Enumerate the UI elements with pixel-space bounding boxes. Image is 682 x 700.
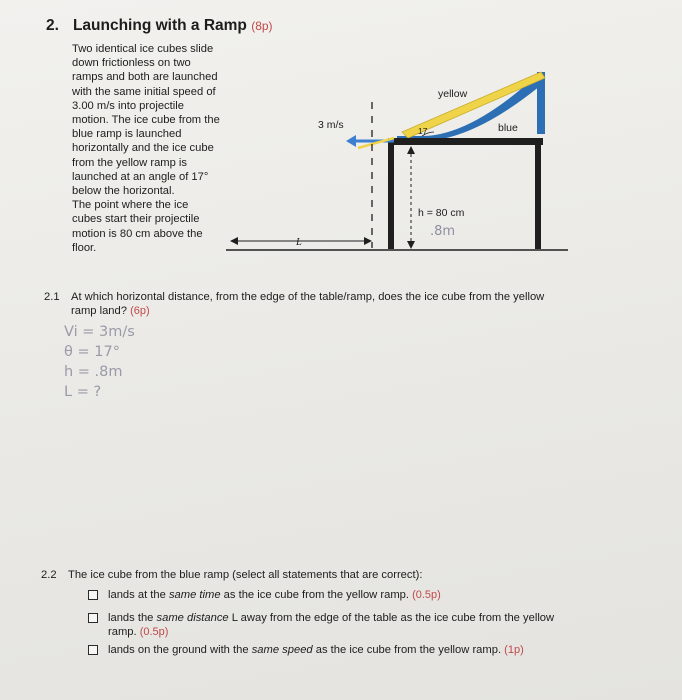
label-blue: blue: [498, 122, 518, 134]
height-arrow-down: [407, 241, 415, 249]
option-1-text-pre: lands at the: [108, 589, 169, 601]
label-height-handwritten: .8m: [430, 224, 456, 239]
option-same-time[interactable]: [88, 588, 578, 602]
handwritten-line-theta: θ = 17°: [64, 344, 120, 360]
option-1-points: (0.5p): [412, 589, 441, 601]
velocity-arrow-head: [346, 135, 356, 147]
option-2-text-pre: lands the: [108, 612, 157, 624]
problem-heading: [46, 17, 273, 35]
label-height: h = 80 cm: [418, 207, 465, 219]
label-yellow: yellow: [438, 88, 468, 100]
option-3-text-post: as the ice cube from the yellow ramp.: [312, 644, 502, 656]
checkbox-same-speed[interactable]: [88, 645, 98, 655]
table-leg-left: [388, 145, 394, 249]
problem-points: (8p): [251, 19, 273, 33]
option-2-points: (0.5p): [139, 626, 169, 638]
intro-paragraph-1: Two identical ice cubes slide down frictionless on two ramps and both are launched with the same initial speed of 3.00 m/s into projectile motion. The ice cube from the blue ramp is launched horizontally and the ice cube from the yellow ramp is launched at an angle of 17° below the horizontal.: [72, 43, 220, 198]
checkbox-same-distance[interactable]: [88, 613, 98, 623]
question-2-1-number: 2.1: [44, 291, 60, 303]
question-2-1-text-line2: ramp land?: [71, 305, 127, 317]
problem-title: Launching with a Ramp: [72, 17, 247, 34]
option-2-emphasis: same distance: [156, 612, 229, 624]
option-1-emphasis: same time: [168, 589, 221, 601]
handwritten-line-vi: Vi = 3m/s: [64, 324, 135, 340]
question-2-1-points: (6p): [130, 305, 150, 317]
distance-arrow-left: [230, 237, 238, 245]
question-2-1-text-line1: At which horizontal distance, from the edge of the table/ramp, does the ice cube from the yellow: [71, 291, 545, 303]
distance-arrow-right: [364, 237, 372, 245]
question-2-2-number: 2.2: [41, 569, 57, 581]
question-2-1: [44, 290, 644, 318]
intro-paragraph-2: The point where the ice cubes start their projectile motion is 80 cm above the floor.: [72, 199, 203, 254]
problem-number: 2.: [46, 17, 59, 34]
label-distance: L: [296, 237, 302, 248]
ramp-figure: [222, 66, 572, 266]
option-2-text-cont: ramp.: [108, 626, 137, 638]
table-top: [388, 138, 543, 145]
option-same-distance[interactable]: [88, 611, 578, 639]
handwritten-work: [64, 322, 135, 402]
checkbox-same-time[interactable]: [88, 590, 98, 600]
problem-intro: [72, 42, 220, 255]
option-3-points: (1p): [504, 644, 524, 656]
height-arrow-up: [407, 146, 415, 154]
option-3-emphasis: same speed: [251, 644, 313, 656]
table-leg-right: [535, 145, 541, 249]
option-same-speed[interactable]: [88, 643, 578, 657]
question-2-2-text: The ice cube from the blue ramp (select all statements that are correct):: [68, 569, 423, 581]
handwritten-line-h: h = .8m: [64, 364, 123, 380]
option-2-text-post: L away from the edge of the table as the ice cube from the yellow: [228, 612, 555, 624]
label-speed: 3 m/s: [318, 119, 344, 131]
label-angle: 17: [418, 126, 428, 136]
option-1-text-post: as the ice cube from the yellow ramp.: [220, 589, 409, 601]
handwritten-line-l: L = ?: [64, 384, 102, 400]
option-3-text-pre: lands on the ground with the: [108, 644, 252, 656]
question-2-2: [41, 569, 422, 581]
